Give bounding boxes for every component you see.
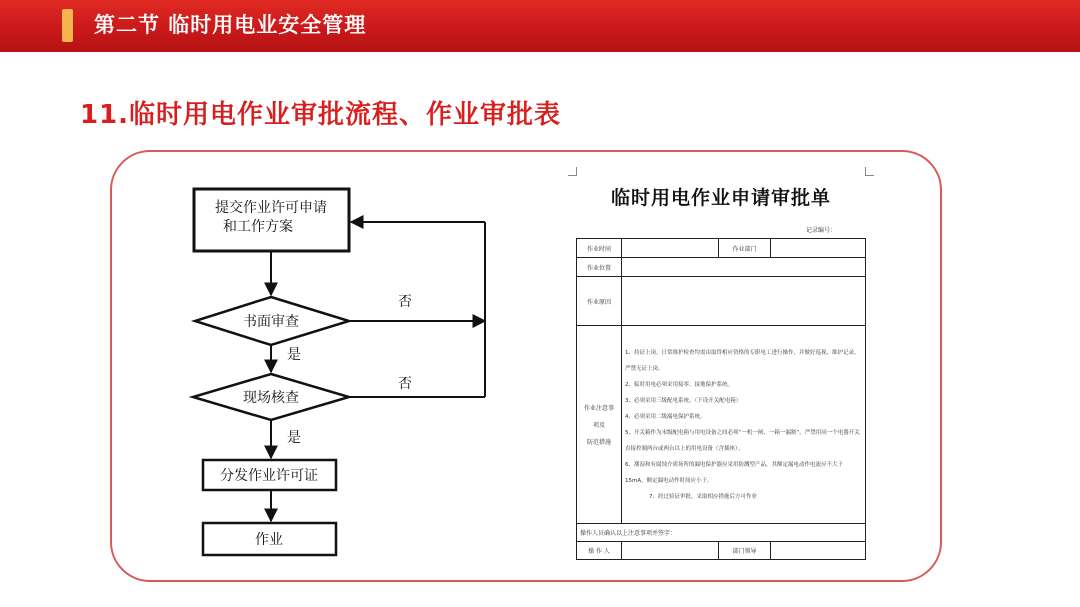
note-item: 2、临时用电必须采用接零、接地保护系统。: [625, 381, 734, 388]
flow-step-submit-line1: 提交作业许可申请: [215, 200, 327, 216]
header-title: 第二节 临时用电业安全管理: [94, 13, 367, 37]
notes-label-line3: 防范措施: [586, 439, 611, 446]
form-title: 临时用电作业申请审批单: [610, 187, 831, 209]
flow-decision-inspect-label: 现场核查: [243, 390, 299, 406]
notes-label: [577, 326, 622, 524]
flow-decision-review-label: 书面审查: [243, 314, 299, 330]
note-item: 6、潮湿和有腐蚀介质场所的漏电保护器应采用防溅型产品，其额定漏电动作电流应不大于15mA，额定漏电动作时间应小于。: [625, 461, 844, 484]
work-reason-value: [622, 277, 866, 326]
page-title: 11.临时用电作业审批流程、作业审批表: [80, 100, 562, 130]
work-reason-label: 作业原因: [577, 277, 622, 326]
work-dept-value: [771, 239, 866, 258]
crop-mark: [568, 167, 577, 176]
notes-content: [622, 326, 866, 524]
notes-label-line2: 项及: [592, 422, 605, 429]
flow-no-label: 否: [398, 294, 412, 310]
note-item: 4、必须采用二级漏电保护系统。: [625, 413, 706, 420]
dept-leader-label: 部门领导: [719, 542, 771, 560]
flow-step-issue-label: 分发作业许可证: [220, 468, 318, 484]
work-dept-label: 作业部门: [719, 239, 771, 258]
dept-leader-value: [771, 542, 866, 560]
work-time-value: [622, 239, 719, 258]
flow-yes-label: 是: [287, 430, 301, 446]
operator-value: [622, 542, 719, 560]
form-record-no: 记录编号：: [805, 227, 836, 234]
work-location-value: [622, 258, 866, 277]
note-item: 3、必须采用三级配电系统。（下设开关配电箱）: [625, 397, 742, 404]
flow-yes-label: 是: [287, 347, 301, 363]
confirm-row: 操作人员确认以上注意事项并签字：: [577, 524, 866, 542]
flow-step-submit-line2: 和工作方案: [223, 219, 293, 235]
crop-mark: [865, 167, 874, 176]
note-item: 1、持证上岗，日常维护检查均需由取得相应资格的专职电工进行操作，并做好巡视、维护记录，严禁无证上岗。: [625, 349, 860, 372]
flow-step-work-label: 作业: [255, 532, 283, 548]
note-item: 7、经过验证审批，采取相应措施后方可作业: [649, 493, 758, 500]
form-table: [576, 238, 866, 560]
approval-form: [566, 165, 876, 570]
flow-no-label: 否: [398, 376, 412, 392]
notes-label-line1: 作业注意事: [583, 405, 614, 412]
operator-label: 操 作 人: [577, 542, 622, 560]
work-location-label: 作业位置: [577, 258, 622, 277]
note-item: 5、开关箱作为末级配电箱与用电设备之间必须“一机一闸、一箱一漏制”，严禁用同一个电器开关直接控制两台或两台以上的用电设备（含插座）。: [625, 429, 860, 452]
work-time-label: 作业时间: [577, 239, 622, 258]
